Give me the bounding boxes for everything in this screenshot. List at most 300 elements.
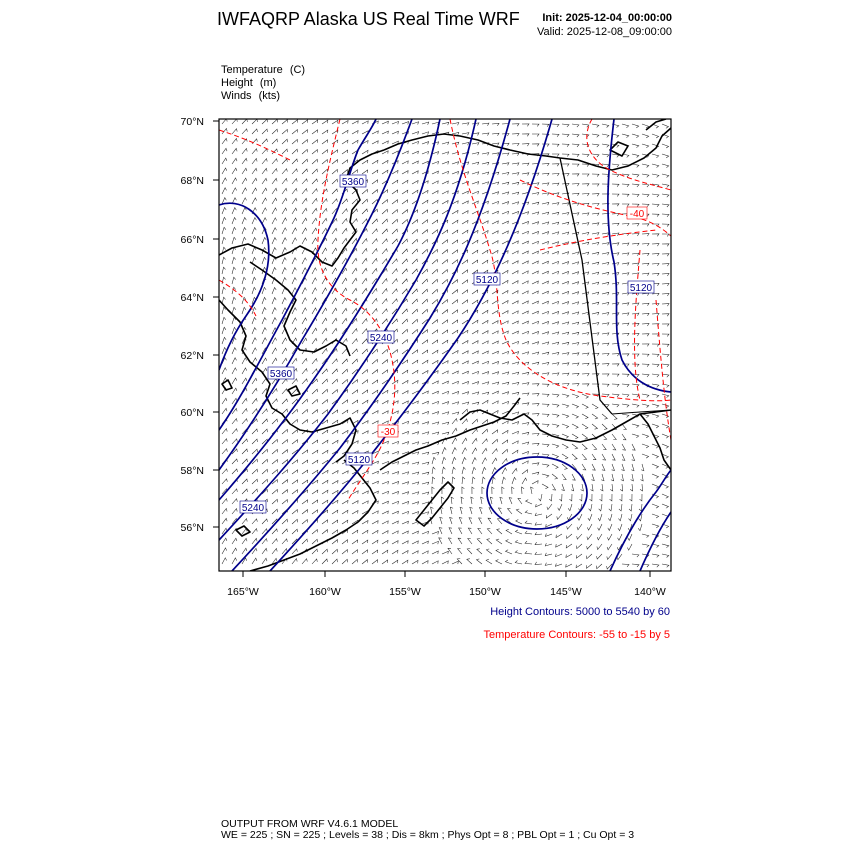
wind-barb: [582, 363, 589, 366]
wind-barb: [562, 383, 569, 386]
wind-barb: [549, 494, 552, 501]
wind-barb: [402, 340, 408, 345]
wind-barb: [322, 308, 327, 314]
wind-barb: [622, 424, 626, 430]
wind-barb: [622, 273, 629, 276]
wind-barb: [222, 227, 226, 234]
wind-barb: [312, 130, 318, 134]
wind-barb: [502, 221, 508, 224]
wind-barb: [322, 559, 327, 564]
wind-barb: [392, 299, 397, 304]
wind-barb: [392, 560, 398, 564]
wind-barb: [432, 269, 438, 274]
wind-barb: [392, 229, 397, 234]
wind-barb: [312, 470, 318, 474]
wind-barb: [242, 409, 247, 414]
wind-barb: [502, 202, 509, 205]
wind-barb: [382, 481, 389, 484]
wind-barb: [382, 411, 388, 414]
wind-barb: [392, 550, 398, 554]
wind-barb: [252, 129, 257, 134]
wind-barb: [458, 548, 462, 554]
wind-barb: [471, 497, 474, 504]
wind-barb: [232, 368, 237, 374]
wind-barb: [272, 248, 276, 254]
wind-barb: [506, 550, 513, 554]
wind-barb: [362, 560, 368, 564]
wind-barb: [412, 181, 418, 185]
wind-barb: [572, 363, 579, 366]
wind-barb: [442, 250, 448, 254]
wind-barb: [252, 198, 257, 204]
wind-barb: [292, 510, 298, 515]
wind-barb: [532, 311, 538, 314]
wind-barb: [515, 561, 522, 565]
wind-barb: [532, 352, 539, 355]
wind-barb: [552, 444, 559, 448]
wind-barb: [482, 153, 489, 156]
wind-barb: [362, 441, 368, 444]
wind-barb: [302, 520, 308, 525]
wind-barb: [332, 559, 337, 564]
wind-barb: [600, 494, 603, 501]
wind-barb: [552, 424, 559, 428]
wind-barb: [402, 289, 407, 294]
wind-barb: [442, 457, 446, 464]
wind-barb: [542, 362, 549, 365]
wind-barb: [642, 204, 649, 207]
wind-barb: [332, 430, 338, 434]
wind-barb: [582, 464, 586, 470]
wind-barb: [512, 362, 519, 365]
wind-barb: [462, 419, 467, 424]
wind-barb: [462, 438, 467, 444]
wind-barb: [492, 439, 498, 444]
wind-barb: [312, 490, 318, 494]
wind-barb: [482, 320, 488, 324]
wind-barb: [412, 309, 418, 314]
wind-barb: [412, 492, 419, 495]
wind-barb: [422, 442, 429, 445]
wind-barb: [496, 549, 502, 554]
wind-barb: [322, 470, 328, 474]
wind-barb: [382, 401, 388, 405]
wind-barb: [242, 287, 246, 294]
wind-barb: [609, 504, 612, 511]
wind-barb: [612, 414, 617, 419]
wind-barb: [652, 204, 659, 207]
wind-barb: [242, 519, 247, 524]
wind-barb: [452, 428, 457, 434]
wind-barb: [362, 160, 368, 164]
wind-barb: [222, 548, 227, 554]
wind-barb: [402, 551, 408, 555]
wind-barb: [522, 241, 528, 244]
wind-barb: [562, 454, 568, 459]
wind-barb: [462, 240, 468, 244]
wind-barb: [601, 474, 604, 481]
wind-barb: [312, 120, 318, 124]
wind-barb: [477, 539, 482, 545]
wind-barb: [630, 494, 633, 501]
wind-barb: [632, 174, 639, 177]
wind-barb: [282, 228, 287, 234]
wind-barb: [402, 269, 407, 274]
wind-barb: [412, 472, 419, 475]
wind-barb: [332, 540, 338, 544]
wind-barb: [631, 464, 634, 471]
wind-barb: [632, 253, 639, 256]
wind-barb: [642, 124, 649, 128]
wind-barb: [332, 359, 337, 364]
wind-barb: [532, 241, 538, 244]
wind-barb: [512, 392, 519, 395]
wind-barb: [632, 134, 639, 138]
wind-barb: [282, 198, 287, 204]
wind-barb: [302, 238, 307, 244]
wind-barb: [531, 487, 534, 494]
wind-barb: [592, 353, 599, 356]
wind-barb: [469, 518, 472, 524]
wind-barb: [602, 233, 609, 236]
wind-barb: [482, 172, 489, 175]
wind-barb: [512, 182, 519, 185]
wind-barb: [572, 332, 579, 335]
wind-barb: [282, 338, 287, 344]
wind-barb: [602, 292, 609, 295]
wind-barb: [652, 174, 659, 177]
wind-barb: [422, 371, 428, 375]
wind-barb: [552, 312, 559, 315]
wind-barb: [607, 554, 612, 559]
wind-barb: [452, 561, 458, 564]
wind-barb: [632, 224, 639, 227]
wind-barb: [598, 514, 602, 521]
wind-barb: [525, 531, 532, 534]
wind-barb: [450, 517, 453, 524]
wind-barb: [458, 538, 462, 544]
wind-barb: [402, 239, 407, 244]
wind-barb: [402, 200, 408, 204]
wind-barb: [392, 210, 398, 215]
wind-barb: [582, 374, 589, 377]
wind-barb: [552, 134, 559, 137]
wind-barb: [252, 429, 257, 434]
wind-barb: [442, 152, 449, 155]
wind-barb: [402, 541, 408, 544]
wind-barb: [232, 419, 237, 424]
wind-barb: [662, 294, 669, 297]
wind-barb: [452, 123, 459, 126]
wind-barb: [652, 263, 659, 266]
wind-barb: [532, 193, 539, 196]
wind-barb: [412, 151, 418, 154]
wind-barb: [612, 454, 615, 460]
wind-barb: [652, 564, 659, 567]
wind-barb: [382, 550, 388, 554]
wind-barb: [610, 494, 613, 501]
wind-barb: [312, 389, 318, 394]
wind-barb: [392, 259, 397, 264]
wind-barb: [302, 359, 307, 365]
wind-barb: [462, 487, 465, 494]
wind-barb: [282, 238, 287, 244]
wind-barb: [562, 222, 569, 225]
wind-barb: [352, 410, 358, 414]
wind-barb: [272, 499, 278, 504]
wind-barb: [242, 489, 247, 494]
wind-barb: [622, 124, 629, 128]
wind-barb: [262, 479, 268, 484]
wind-barb: [662, 274, 669, 277]
wind-barb: [558, 504, 562, 510]
wind-barb: [612, 404, 619, 407]
wind-barb: [602, 124, 609, 128]
wind-barb: [442, 260, 448, 265]
wind-barb: [602, 302, 609, 305]
wind-barb: [552, 252, 559, 255]
wind-barb: [532, 332, 539, 335]
wind-barb: [362, 550, 368, 554]
wind-barb: [492, 192, 499, 195]
wind-barb: [292, 189, 297, 195]
wind-barb: [582, 213, 589, 216]
wind-barb: [532, 212, 539, 215]
wind-barb: [412, 531, 418, 534]
wind-barb: [412, 259, 417, 264]
wind-barb: [552, 164, 559, 167]
wind-barb: [392, 190, 398, 194]
wind-barb: [525, 561, 532, 564]
wind-barb: [232, 277, 236, 284]
wind-barb: [322, 248, 327, 254]
wind-barb: [572, 343, 579, 346]
wind-barb: [622, 564, 629, 567]
wind-barb: [622, 223, 629, 226]
wind-barb: [572, 404, 579, 408]
wind-barb: [502, 421, 508, 424]
wind-barb: [272, 218, 277, 224]
wind-barb: [362, 431, 368, 434]
wind-barb: [382, 209, 388, 214]
wind-barb: [632, 394, 639, 397]
wind-barb: [352, 329, 357, 334]
wind-barb: [432, 330, 438, 334]
wind-barb: [462, 133, 469, 136]
wind-barb: [611, 474, 614, 481]
wind-barb: [525, 541, 532, 544]
wind-barb: [512, 341, 519, 344]
wind-barb: [452, 419, 457, 424]
wind-barb: [252, 139, 257, 144]
wind-barb: [642, 334, 649, 337]
wind-barb: [252, 287, 256, 294]
wind-barb: [252, 328, 256, 334]
wind-barb: [502, 440, 508, 444]
wind-barb: [462, 230, 468, 234]
wind-barb: [282, 539, 287, 544]
wind-barb: [582, 164, 589, 167]
wind-barb: [618, 534, 623, 540]
wind-barb: [482, 400, 488, 404]
wind-barb: [242, 358, 247, 364]
wind-barb: [632, 424, 639, 428]
wind-barb: [342, 170, 348, 174]
wind-barb: [262, 469, 268, 474]
wind-barb: [432, 532, 439, 535]
wind-barb: [532, 183, 539, 186]
wind-barb: [432, 467, 435, 474]
wind-barb: [532, 463, 539, 466]
wind-barb: [532, 433, 539, 436]
wind-barb: [622, 374, 629, 377]
wind-barb: [552, 281, 559, 284]
wind-barb: [402, 171, 408, 174]
wind-barb: [372, 219, 377, 224]
wind-barb: [562, 292, 569, 295]
wind-barb: [496, 560, 502, 565]
wind-barb: [292, 490, 298, 494]
wind-barb: [362, 189, 368, 194]
wind-barb: [535, 513, 542, 516]
wind-barb: [618, 524, 622, 531]
wind-barb: [432, 541, 438, 544]
wind-barb: [372, 471, 378, 474]
wind-barb: [492, 391, 498, 394]
wind-barb: [432, 452, 439, 455]
wind-barb: [252, 119, 257, 124]
wind-barb: [292, 149, 298, 154]
wind-barb: [412, 560, 418, 564]
wind-barb: [422, 391, 428, 394]
wind-barb: [342, 121, 348, 125]
wind-barb: [402, 380, 408, 384]
wind-barb: [532, 134, 539, 136]
wind-barb: [302, 140, 308, 145]
wind-barb: [412, 512, 419, 515]
wind-barb: [640, 494, 643, 501]
wind-barb: [312, 179, 317, 184]
wind-barb: [482, 458, 487, 464]
wind-barb: [262, 168, 267, 174]
wind-barb: [392, 269, 397, 274]
wind-barb: [302, 159, 308, 164]
wind-barb: [652, 194, 659, 197]
wind-barb: [572, 373, 579, 376]
wind-barb: [592, 184, 599, 187]
wind-barb: [642, 434, 649, 438]
wind-barb: [282, 169, 287, 174]
wind-barb: [442, 467, 445, 474]
wind-barb: [622, 384, 629, 387]
wind-barb: [362, 390, 368, 394]
wind-barb: [432, 381, 438, 384]
wind-barb: [242, 277, 246, 284]
wind-barb: [272, 288, 276, 295]
wind-barb: [492, 477, 495, 484]
wind-barb: [462, 201, 468, 204]
wind-barb: [592, 272, 599, 275]
wind-barb: [532, 222, 539, 225]
wind-barb: [442, 240, 448, 244]
wind-barb: [452, 371, 458, 374]
wind-barb: [508, 508, 513, 514]
wind-barb: [312, 500, 318, 504]
wind-barb: [282, 278, 286, 284]
wind-barb: [442, 412, 449, 415]
wind-barb: [542, 394, 549, 397]
wind-barb: [342, 318, 347, 324]
wind-barb: [242, 168, 247, 174]
wind-barb: [522, 301, 528, 304]
wind-barb: [422, 452, 429, 455]
lon-tick-label: 165°W: [227, 586, 259, 598]
wind-barb: [662, 184, 669, 187]
wind-barb: [222, 168, 227, 174]
wind-barb: [232, 168, 237, 174]
wind-barb: [462, 448, 467, 454]
wind-barb: [392, 319, 397, 324]
wind-barb: [342, 430, 348, 434]
wind-barb: [662, 484, 668, 488]
wind-barb: [462, 361, 468, 364]
wind-barb: [571, 484, 574, 491]
wind-barb: [652, 394, 659, 398]
wind-barb: [512, 281, 518, 284]
wind-barb: [272, 139, 277, 144]
height-label: 5360: [341, 177, 365, 188]
wind-barb: [652, 154, 659, 158]
wind-barb: [242, 237, 246, 244]
wind-barb: [582, 174, 589, 176]
wind-barb: [562, 394, 569, 398]
wind-barb: [482, 260, 488, 264]
wind-barb: [482, 133, 489, 136]
wind-barb: [262, 218, 267, 224]
wind-barb: [642, 134, 649, 138]
wind-barb: [622, 243, 629, 246]
wind-barb: [502, 153, 509, 156]
wind-barb: [542, 464, 549, 467]
wind-barb: [562, 424, 569, 428]
wind-barb: [542, 342, 549, 345]
wind-barb: [572, 164, 579, 167]
wind-barb: [252, 277, 256, 284]
wind-barb: [542, 332, 549, 335]
wind-barb: [442, 330, 448, 334]
wind-barb: [562, 203, 569, 206]
wind-barb: [525, 551, 532, 554]
wind-barb: [592, 454, 596, 460]
wind-barb: [372, 239, 377, 244]
wind-barb: [402, 482, 409, 485]
wind-barb: [292, 268, 296, 274]
wind-barb: [612, 394, 619, 397]
wind-barb: [590, 494, 593, 501]
wind-barb: [492, 372, 499, 375]
wind-barb: [552, 144, 559, 147]
wind-barb: [652, 424, 659, 428]
wind-barb: [592, 194, 599, 197]
wind-barb: [352, 511, 358, 515]
wind-barb: [332, 490, 338, 494]
wind-barb: [602, 364, 609, 367]
wind-barb: [492, 487, 495, 494]
wind-barb: [592, 302, 599, 305]
wind-barb: [497, 529, 502, 534]
wind-barb: [252, 469, 258, 474]
wind-barb: [522, 251, 528, 254]
